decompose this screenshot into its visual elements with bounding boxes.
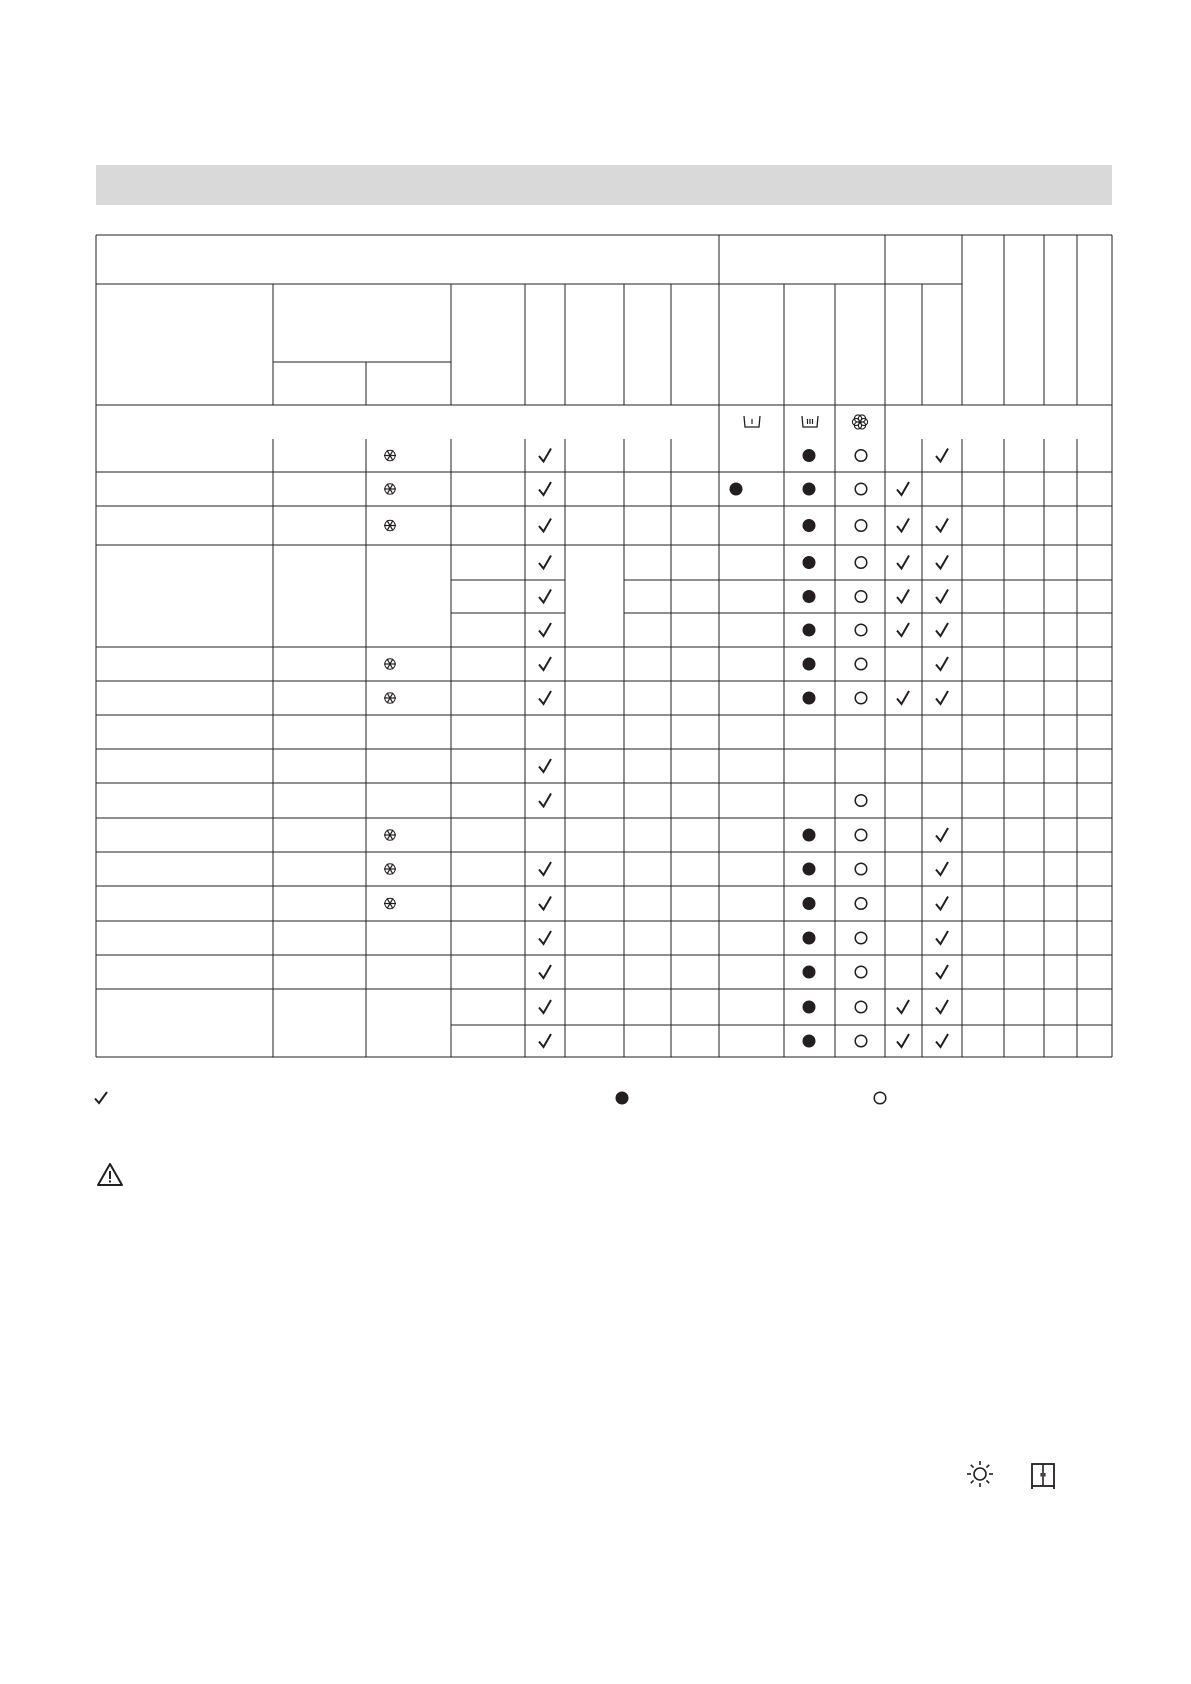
check-mark-icon — [539, 657, 551, 670]
check-mark-icon — [897, 519, 909, 532]
check-mark-icon — [936, 828, 948, 841]
check-mark-icon — [897, 556, 909, 569]
check-mark-icon — [897, 1000, 909, 1013]
empty-circle-icon — [855, 1001, 867, 1013]
empty-circle-icon — [855, 898, 867, 910]
sun-icon — [966, 1460, 994, 1493]
check-mark-icon — [539, 449, 551, 462]
empty-circle-icon — [855, 624, 867, 636]
filled-circle-icon — [803, 483, 816, 496]
check-mark-icon — [936, 657, 948, 670]
empty-circle-icon — [855, 591, 867, 603]
check-mark-icon — [539, 897, 551, 910]
empty-circle-icon — [855, 863, 867, 875]
empty-circle-icon — [855, 450, 867, 462]
filled-circle-icon — [803, 658, 816, 671]
check-mark-icon — [936, 1034, 948, 1047]
empty-circle-icon — [855, 966, 867, 978]
filled-circle-icon — [803, 590, 816, 603]
check-mark-icon — [897, 1034, 909, 1047]
filled-circle-icon — [803, 692, 816, 705]
wash-basin-wool-icon — [802, 416, 818, 427]
legend-check-icon — [93, 1090, 109, 1106]
snowflake-icon — [384, 864, 396, 874]
check-mark-icon — [539, 862, 551, 875]
check-mark-icon — [897, 482, 909, 495]
check-mark-icon — [936, 897, 948, 910]
check-mark-icon — [897, 590, 909, 603]
check-mark-icon — [539, 931, 551, 944]
snowflake-icon — [384, 693, 396, 703]
check-mark-icon — [936, 623, 948, 636]
filled-circle-icon — [803, 519, 816, 532]
check-mark-icon — [539, 1034, 551, 1047]
empty-circle-icon — [855, 520, 867, 532]
check-mark-icon — [936, 691, 948, 704]
empty-circle-icon — [855, 795, 867, 807]
check-mark-icon — [539, 691, 551, 704]
snowflake-icon — [384, 520, 396, 530]
check-mark-icon — [539, 590, 551, 603]
filled-circle-icon — [803, 449, 816, 462]
snowflake-icon — [384, 898, 396, 908]
empty-circle-icon — [855, 692, 867, 704]
filled-circle-icon — [803, 932, 816, 945]
snowflake-icon — [384, 659, 396, 669]
check-mark-icon — [539, 556, 551, 569]
empty-circle-icon — [855, 932, 867, 944]
check-mark-icon — [936, 449, 948, 462]
empty-circle-icon — [855, 1035, 867, 1047]
filled-circle-icon — [803, 897, 816, 910]
wash-basin-icon — [744, 416, 760, 427]
check-mark-icon — [936, 519, 948, 532]
filled-circle-icon — [803, 966, 816, 979]
check-mark-icon — [936, 590, 948, 603]
check-mark-icon — [936, 862, 948, 875]
empty-circle-icon — [855, 829, 867, 841]
check-mark-icon — [936, 1000, 948, 1013]
check-mark-icon — [936, 965, 948, 978]
warning-icon — [96, 1162, 124, 1193]
check-mark-icon — [539, 794, 551, 807]
check-mark-icon — [539, 965, 551, 978]
filled-circle-icon — [803, 1001, 816, 1014]
check-mark-icon — [897, 623, 909, 636]
check-mark-icon — [897, 691, 909, 704]
filled-circle-icon — [803, 556, 816, 569]
check-mark-icon — [936, 931, 948, 944]
snowflake-icon — [384, 484, 396, 494]
empty-circle-icon — [855, 483, 867, 495]
check-mark-icon — [539, 759, 551, 772]
filled-circle-icon — [803, 1035, 816, 1048]
check-mark-icon — [936, 556, 948, 569]
filled-circle-icon — [730, 483, 743, 496]
check-mark-icon — [539, 482, 551, 495]
empty-circle-icon — [855, 658, 867, 670]
filled-circle-icon — [803, 863, 816, 876]
legend-empty-circle-icon — [872, 1090, 888, 1106]
snowflake-icon — [384, 830, 396, 840]
legend-filled-circle-icon — [614, 1090, 630, 1106]
filled-circle-icon — [803, 829, 816, 842]
check-mark-icon — [539, 1000, 551, 1013]
check-mark-icon — [539, 623, 551, 636]
delicate-flower-icon — [852, 415, 867, 429]
snowflake-icon — [384, 450, 396, 460]
filled-circle-icon — [803, 624, 816, 637]
empty-circle-icon — [855, 557, 867, 569]
wardrobe-icon — [1030, 1460, 1056, 1495]
check-mark-icon — [539, 519, 551, 532]
